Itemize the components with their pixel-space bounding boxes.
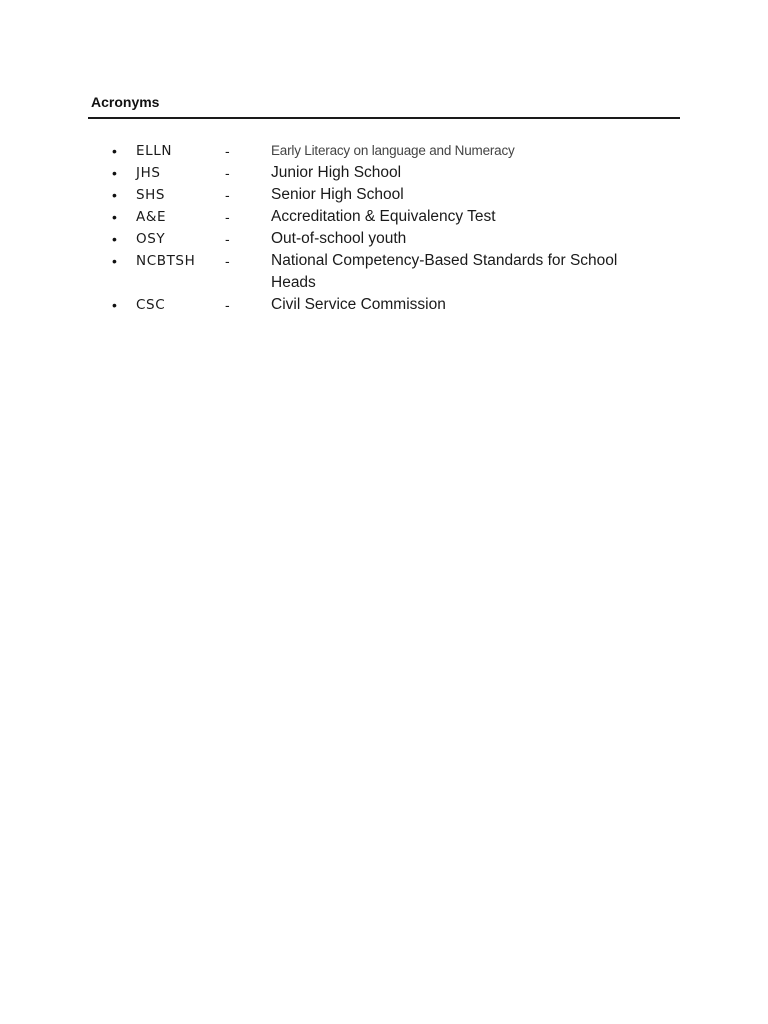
definition: Out-of-school youth <box>271 230 407 247</box>
heading-divider <box>88 117 680 119</box>
bullet-icon: • <box>112 231 117 247</box>
section-heading: Acronyms <box>91 94 160 110</box>
separator-dash: - <box>225 165 230 181</box>
definition: National Competency-Based Standards for School Heads <box>271 252 618 291</box>
acronym: NCBTSH <box>136 253 196 269</box>
acronym: OSY <box>136 231 166 247</box>
list-item <box>0 162 768 184</box>
list-item <box>0 250 768 294</box>
separator-dash: - <box>225 231 230 247</box>
acronym: A&E <box>136 209 167 225</box>
definition: Junior High School <box>271 164 402 181</box>
bullet-icon: • <box>112 143 117 159</box>
list-item <box>0 184 768 206</box>
separator-dash: - <box>225 297 230 313</box>
bullet-icon: • <box>112 165 117 181</box>
list-item <box>0 294 768 316</box>
bullet-icon: • <box>112 209 117 225</box>
acronym: SHS <box>136 187 166 203</box>
list-item <box>0 206 768 228</box>
list-item <box>0 228 768 250</box>
bullet-icon: • <box>112 297 117 313</box>
acronym: JHS <box>136 165 161 181</box>
acronym-list <box>0 140 768 316</box>
list-item <box>0 140 768 162</box>
acronym: CSC <box>136 297 166 313</box>
separator-dash: - <box>225 187 230 203</box>
definition: Accreditation & Equivalency Test <box>271 208 496 225</box>
acronym: ELLN <box>136 143 173 159</box>
definition: Senior High School <box>271 186 404 203</box>
separator-dash: - <box>225 253 230 269</box>
separator-dash: - <box>225 143 230 159</box>
definition: Early Literacy on language and Numeracy <box>271 143 515 158</box>
separator-dash: - <box>225 209 230 225</box>
bullet-icon: • <box>112 253 117 269</box>
bullet-icon: • <box>112 187 117 203</box>
definition: Civil Service Commission <box>271 296 446 313</box>
